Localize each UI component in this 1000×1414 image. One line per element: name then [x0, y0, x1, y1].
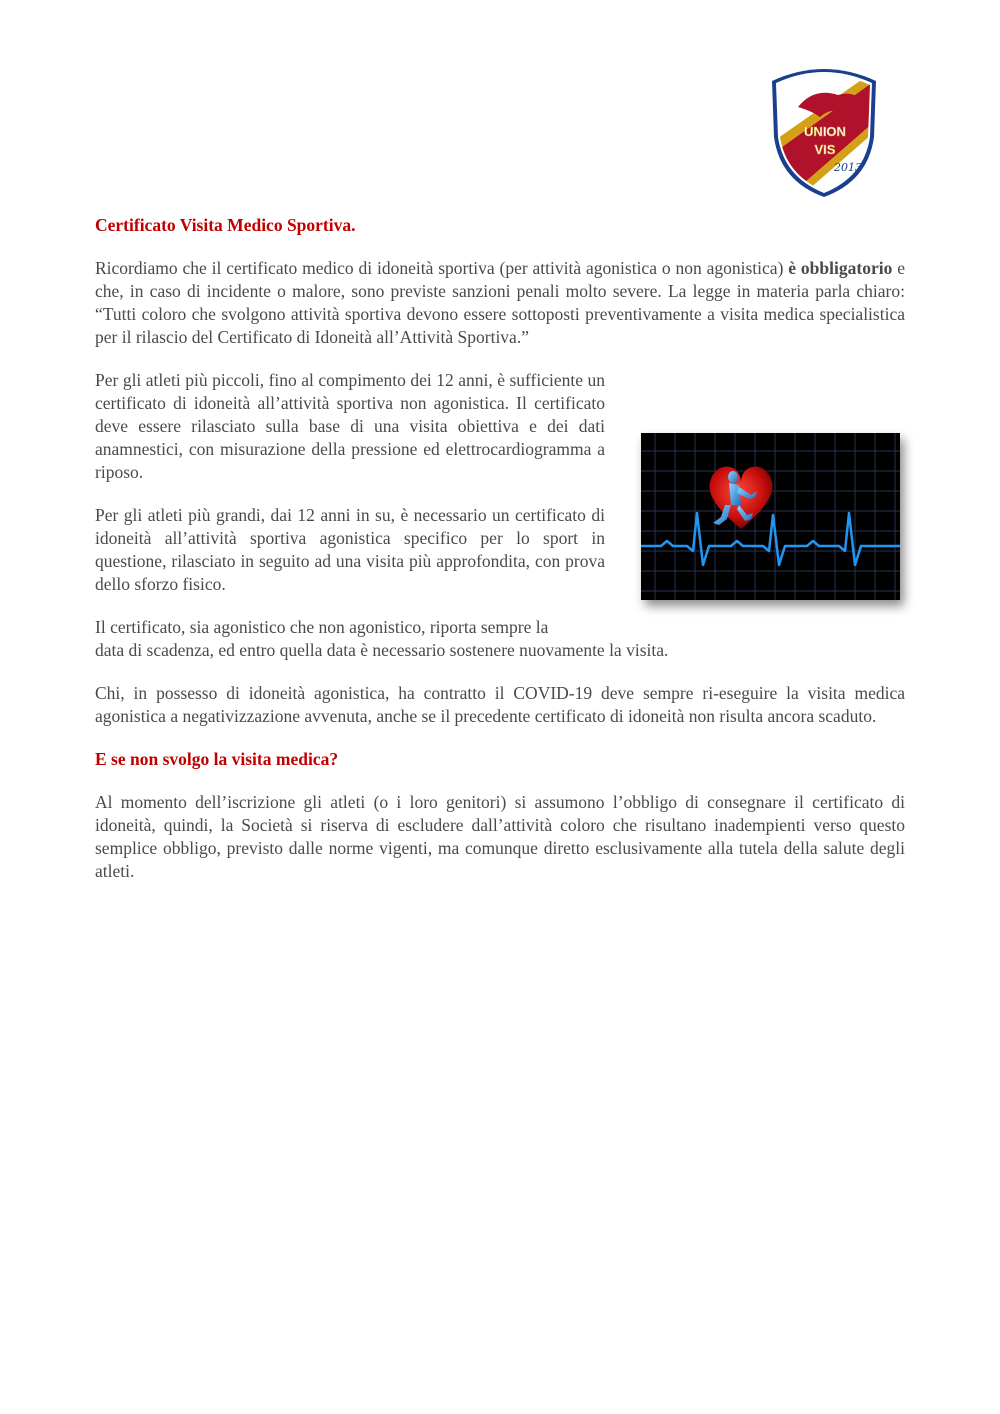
paragraph-big-athletes: Per gli atleti più grandi, dai 12 anni in su, è necessario un certificato di idoneità all’attività sportiva agonistica specifico per lo sport in questione, rilasciato in seguito ad una visita più approfondita, con prova dello sforzo fisico.	[95, 505, 605, 594]
intro-paragraph	[95, 257, 905, 349]
heartbeat-image	[641, 433, 900, 600]
intro-text-continued: e che, in caso di incidente o malore, sono previste sanzioni penali molto severe. La legge in materia parla chiaro: “Tutti coloro che svolgono attività sportiva devono essere sottoposti preventivamente a visita medica specialistica per il rilascio del Certificato di Idoneità all’Attività Sportiva.”	[95, 258, 905, 347]
ecg-illustration	[641, 433, 900, 600]
paragraph-small-athletes: Per gli atleti più piccoli, fino al compimento dei 12 anni, è sufficiente un certificato di idoneità all’attività sportiva non agonistica. Il certificato deve essere rilasciato sulla base di una visita obiettiva e dei dati anamnestici, con misurazione della pressione ed elettrocardiogramma a riposo.	[95, 370, 605, 482]
svg-text:VIS: VIS	[814, 142, 836, 157]
paragraph-expiry	[95, 616, 905, 662]
section-title-no-visit: E se non svolgo la visita medica?	[95, 749, 339, 769]
expiry-line-1: Il certificato, sia agonistico che non agonistico, riporta sempre la	[95, 617, 549, 637]
svg-text:UNION: UNION	[804, 124, 846, 139]
paragraph-covid: Chi, in possesso di idoneità agonistica, ha contratto il COVID-19 deve sempre ri-eseguire la visita medica agonistica a negativizzazione avvenuta, anche se il precedente certificato di idoneità non risulta ancora scaduto.	[95, 683, 905, 726]
section-title-certificate: Certificato Visita Medico Sportiva.	[95, 215, 356, 235]
expiry-line-2: data di scadenza, ed entro quella data è necessario sostenere nuovamente la visita.	[95, 640, 669, 660]
paragraph-obligation: Al momento dell’iscrizione gli atleti (o i loro genitori) si assumono l’obbligo di consegnare il certificato di idoneità, quindi, la Società si riserva di escludere dall’attività coloro che risultano inadempienti verso questo semplice obbligo, previsto dalle norme vigenti, ma comunque diretto esclusivamente alla tutela della salute degli atleti.	[95, 792, 905, 881]
union-vis-logo	[768, 67, 880, 197]
intro-text: Ricordiamo che il certificato medico di idoneità sportiva (per attività agonistica o non agonistica)	[95, 258, 789, 278]
svg-text:2013: 2013	[834, 161, 862, 174]
intro-bold-text: è obbligatorio	[788, 258, 893, 278]
